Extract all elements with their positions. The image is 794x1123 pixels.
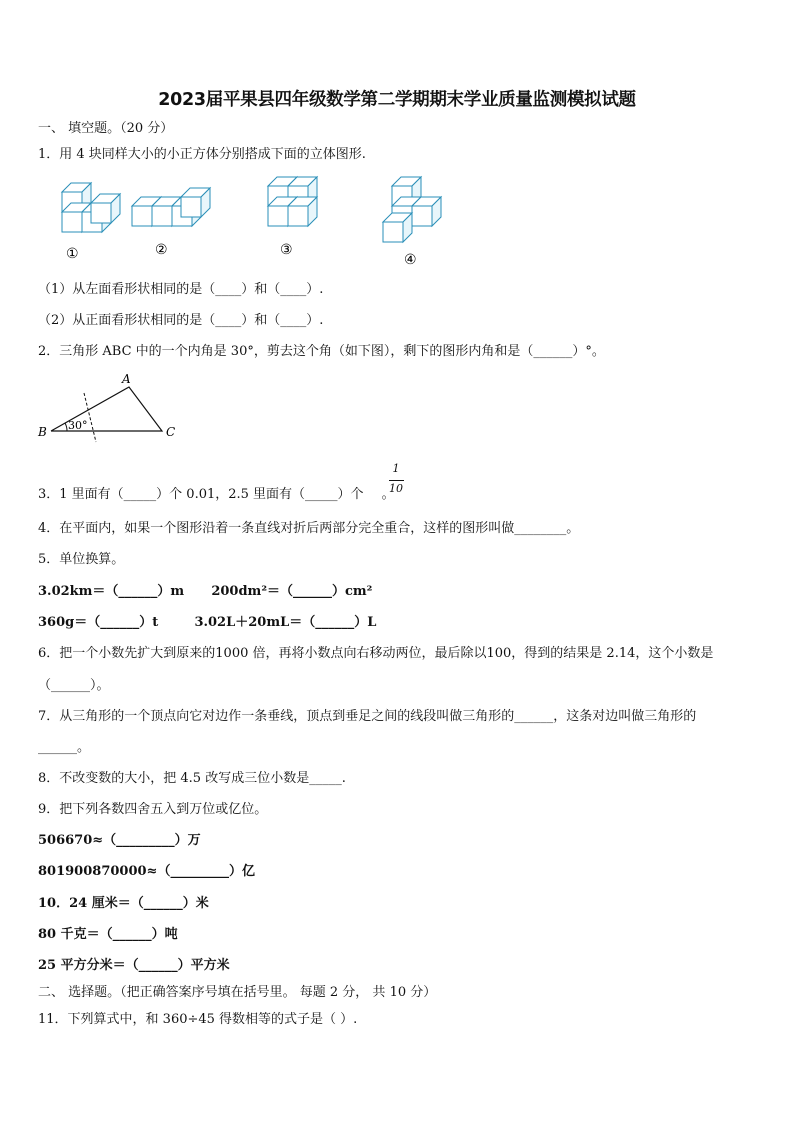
fraction-denominator: 10 (389, 482, 403, 495)
q3-end: 。 (381, 487, 395, 502)
section1-header: 一、 填空题。（20 分） (38, 121, 174, 136)
angle-label: 30° (68, 419, 88, 432)
cut-line (84, 393, 96, 442)
q8-text: 8．不改变数的大小，把 4.5 改写成三位小数是_____. (38, 771, 346, 786)
q4-text: 4．在平面内，如果一个图形沿着一条直线对折后两部分完全重合，这样的图形叫做________。 (38, 521, 580, 536)
page-title: 2023届平果县四年级数学第二学期期末学业质量监测模拟试题 (158, 90, 636, 110)
section2-header: 二、 选择题。（把正确答案序号填在括号里。 每题 2 分， 共 10 分） (38, 985, 437, 1000)
angle-arc (65, 423, 67, 431)
q1-text: 1．用 4 块同样大小的小正方体分别搭成下面的立体图形. (38, 147, 366, 162)
q10-row3: 25 平方分米＝（______）平方米 (38, 958, 230, 973)
q9-text: 9．把下列各数四舍五入到万位或亿位。 (38, 802, 268, 817)
q9-row2: 801900870000≈（_________）亿 (38, 864, 255, 879)
cube-front-face (181, 197, 201, 217)
figure-label-2: ② (155, 242, 168, 258)
q1-sub1: （1）从左面看形状相同的是（____）和（____）. (38, 282, 324, 297)
figure-label-1: ① (66, 246, 79, 262)
figure-label-4: ④ (404, 252, 417, 268)
cube-front-face (383, 222, 403, 242)
point-b-label: B (38, 425, 47, 439)
cube-front-face (288, 206, 308, 226)
q3-main: 3．1 里面有（_____）个 0.01，2.5 里面有（_____）个 (38, 487, 364, 502)
triangle-figure (34, 370, 194, 445)
figure-label-3: ③ (280, 242, 293, 258)
q5-text: 5．单位换算。 (38, 552, 125, 567)
q11-text: 11．下列算式中，和 360÷45 得数相等的式子是（ ）. (38, 1012, 358, 1027)
q5-row2: 360g＝（______）t 3.02L＋20mL＝（______）L (38, 615, 377, 630)
q5-row1: 3.02km＝（______）m 200dm²＝（______）cm² (38, 584, 373, 599)
q7-line2: ______。 (38, 740, 91, 755)
q2-text: 2．三角形 ABC 中的一个内角是 30°，剪去这个角（如下图），剩下的图形内角和是（______）°。 (38, 344, 605, 359)
fraction-numerator: 1 (392, 462, 400, 475)
q10-row2: 80 千克＝（______）吨 (38, 927, 178, 942)
q6-line1: 6．把一个小数先扩大到原来的1000 倍，再将小数点向右移动两位，最后除以100，得到的结果是 2.14，这个小数是 (38, 646, 714, 661)
q1-sub2: （2）从正面看形状相同的是（____）和（____）. (38, 313, 324, 328)
q9-row1: 506670≈（_________）万 (38, 833, 201, 848)
cube-drawings (62, 177, 441, 242)
fraction-bar (389, 480, 404, 481)
q6-line2: （______）。 (38, 678, 110, 693)
cube-front-face (62, 212, 82, 232)
cube-front-face (268, 206, 288, 226)
cube-front-face (412, 206, 432, 226)
q3-text (38, 486, 395, 504)
q7-line1: 7．从三角形的一个顶点向它对边作一条垂线，顶点到垂足之间的线段叫做三角形的______，这条对边叫做三角形的 (38, 709, 697, 724)
cube-figures (30, 172, 460, 272)
cube-front-face (132, 206, 152, 226)
point-c-label: C (166, 425, 176, 439)
cube-front-face (152, 206, 172, 226)
cube-front-face (91, 203, 111, 223)
point-a-label: A (122, 372, 131, 386)
q10-row1: 10．24 厘米＝（______）米 (38, 896, 209, 911)
